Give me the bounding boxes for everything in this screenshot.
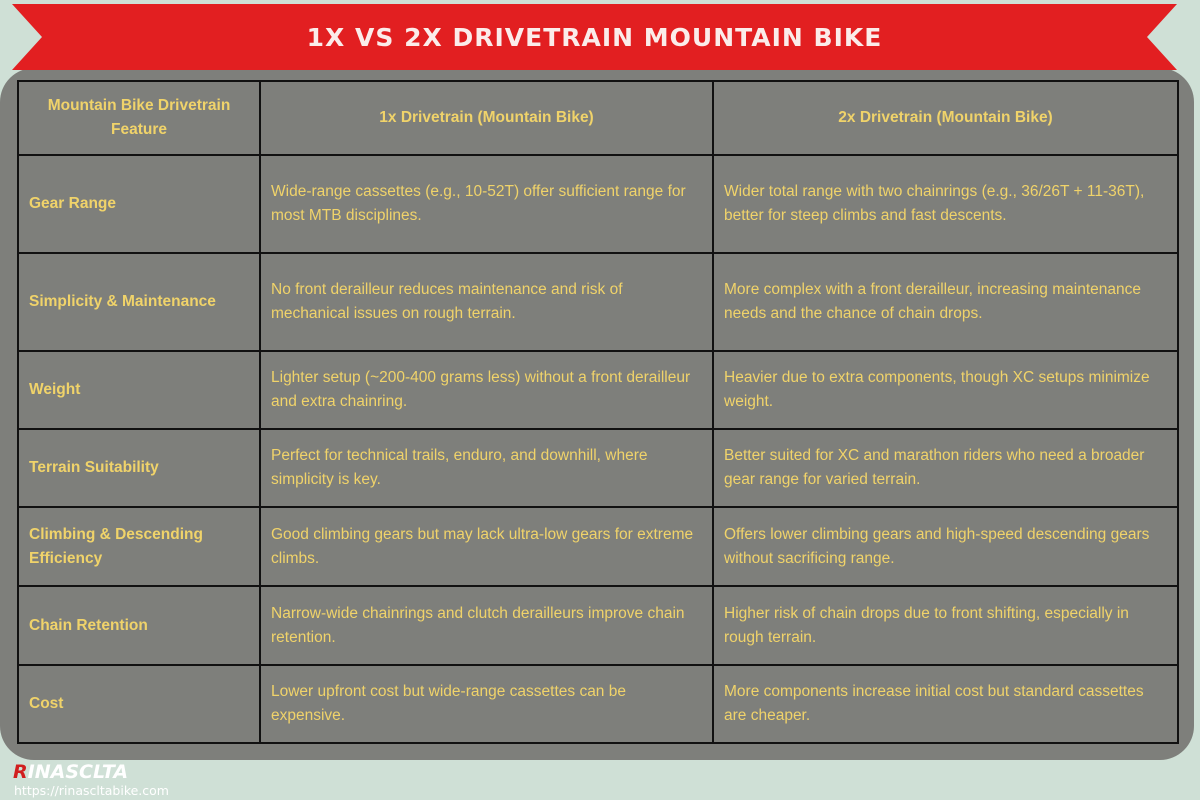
header-2x: 2x Drivetrain (Mountain Bike): [713, 81, 1178, 155]
row-1x-value: Perfect for technical trails, enduro, and downhill, where simplicity is key.: [260, 429, 713, 507]
row-1x-value: Narrow-wide chainrings and clutch derailleurs improve chain retention.: [260, 586, 713, 665]
row-2x-value: More components increase initial cost but standard cassettes are cheaper.: [713, 665, 1178, 743]
row-feature: Climbing & Descending Efficiency: [18, 507, 260, 586]
row-2x-value: Wider total range with two chainrings (e.g., 36/26T + 11-36T), better for steep climbs and fast descents.: [713, 155, 1178, 253]
title-banner: [12, 4, 1177, 70]
table-row: [18, 665, 1178, 743]
comparison-table: [17, 80, 1179, 744]
header-feature: Mountain Bike Drivetrain Feature: [18, 81, 260, 155]
row-1x-value: Wide-range cassettes (e.g., 10-52T) offer sufficient range for most MTB disciplines.: [260, 155, 713, 253]
logo-text: INASCLTA: [27, 761, 129, 783]
row-feature: Simplicity & Maintenance: [18, 253, 260, 351]
row-2x-value: Higher risk of chain drops due to front shifting, especially in rough terrain.: [713, 586, 1178, 665]
row-feature: Cost: [18, 665, 260, 743]
table-row: [18, 253, 1178, 351]
table-row: [18, 351, 1178, 429]
row-1x-value: Lighter setup (~200-400 grams less) without a front derailleur and extra chainring.: [260, 351, 713, 429]
logo-accent-letter: R: [13, 761, 28, 783]
row-1x-value: Good climbing gears but may lack ultra-low gears for extreme climbs.: [260, 507, 713, 586]
table-header-row: [18, 81, 1178, 155]
row-2x-value: More complex with a front derailleur, increasing maintenance needs and the chance of chain drops.: [713, 253, 1178, 351]
table-row: [18, 507, 1178, 586]
row-feature: Chain Retention: [18, 586, 260, 665]
table-row: [18, 586, 1178, 665]
brand-logo: [13, 762, 128, 782]
row-feature: Terrain Suitability: [18, 429, 260, 507]
row-feature: Weight: [18, 351, 260, 429]
row-2x-value: Better suited for XC and marathon riders who need a broader gear range for varied terrain.: [713, 429, 1178, 507]
table-row: [18, 429, 1178, 507]
website-url: https://rinascltabike.com: [14, 783, 169, 798]
row-1x-value: No front derailleur reduces maintenance and risk of mechanical issues on rough terrain.: [260, 253, 713, 351]
page-title: 1X VS 2X DRIVETRAIN MOUNTAIN BIKE: [306, 22, 883, 52]
header-1x: 1x Drivetrain (Mountain Bike): [260, 81, 713, 155]
table-row: [18, 155, 1178, 253]
row-1x-value: Lower upfront cost but wide-range cassettes can be expensive.: [260, 665, 713, 743]
row-2x-value: Heavier due to extra components, though XC setups minimize weight.: [713, 351, 1178, 429]
row-feature: Gear Range: [18, 155, 260, 253]
row-2x-value: Offers lower climbing gears and high-speed descending gears without sacrificing range.: [713, 507, 1178, 586]
